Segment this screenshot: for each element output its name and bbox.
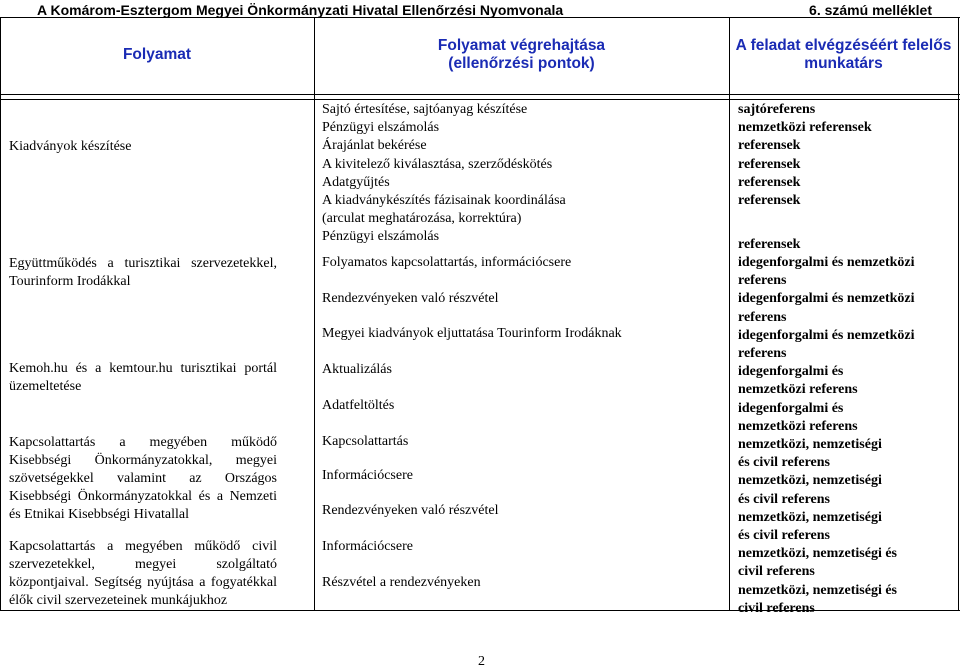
process-line: Tourinform Irodákkal (9, 274, 131, 289)
responsibles-cooperation (738, 254, 953, 618)
process-line: Együttműködés a turisztikai szervezetekkel, (9, 256, 277, 271)
responsible-item: sajtóreferens (738, 102, 816, 117)
responsible-item: nemzetközi, nemzetiségi és (738, 546, 897, 562)
step-item: Pénzügyi elszámolás (322, 120, 440, 136)
process-publications (9, 138, 277, 156)
step-item: Adatfeltöltés (322, 398, 395, 413)
process-cooperation (9, 255, 277, 291)
process-line: szövetségekkel valamint az Országos (9, 471, 277, 486)
document-title: A Komárom-Esztergom Megyei Önkormányzati Hivatal Ellenőrzési Nyomvonala (37, 2, 564, 18)
step-item: Kapcsolattartás (322, 434, 409, 449)
step-item: Sajtó értesítése, sajtóanyag készítése (322, 102, 528, 117)
step-item: Pénzügyi elszámolás (322, 229, 440, 245)
responsible-item: és civil referens (738, 491, 831, 507)
responsibles-publications (738, 101, 953, 210)
responsible-item: referensek (738, 237, 801, 252)
responsible-item: idegenforgalmi és (738, 400, 844, 416)
step-item: A kiadványkészítés fázisainak koordinálása (322, 193, 566, 209)
steps-publications (322, 101, 722, 247)
process-line: és Etnikai Kisebbségi Hivatallal (9, 507, 190, 522)
process-line: központjaival. Segítség nyújtása a fogyatékkal (9, 575, 277, 590)
column-header-responsible: A feladat elvégzéséért felelős munkatárs (735, 37, 952, 72)
table-right-border (958, 17, 959, 610)
process-line: üzemeltetése (9, 379, 82, 394)
responsible-item: referens (738, 309, 787, 325)
responsible-item: referens (738, 273, 787, 289)
table-header-double-border (0, 99, 960, 100)
step-item: A kivitelező kiválasztása, szerződéskötés (322, 156, 553, 172)
process-line: Kisebbségi Önkormányzatokkal, megyei (9, 453, 277, 468)
step-item: Információcsere (322, 539, 413, 554)
step-item: Megyei kiadványok eljuttatása Tourinform Irodáknak (322, 326, 622, 341)
process-line: szervezetekkel, megyei szolgáltató (9, 557, 277, 572)
responsible-item: nemzetközi, nemzetiségi (738, 509, 882, 525)
step-item: Folyamatos kapcsolattartás, információcsere (322, 255, 572, 270)
column-divider-2 (729, 17, 730, 610)
process-line: Kemoh.hu és a kemtour.hu turisztikai portál (9, 361, 277, 376)
process-line: Kiadványok készítése (9, 139, 132, 154)
responsible-item: referens (738, 346, 787, 362)
responsible-item: nemzetközi referensek (738, 120, 872, 136)
column-header-execution: Folyamat végrehajtása (ellenőrzési pontok) (437, 37, 606, 72)
process-line: Kisebbségi Önkormányzatokkal és a Nemzeti (9, 489, 277, 504)
page-number: 2 (478, 654, 485, 669)
responsible-item: és civil referens (738, 455, 831, 471)
process-line: Kapcsolattartás a megyében működő (9, 435, 277, 450)
table-header-bottom-border (0, 94, 960, 95)
responsible-item: referensek (738, 156, 801, 172)
responsible-item: referensek (738, 138, 801, 154)
annex-label: 6. számú melléklet (809, 2, 932, 18)
responsible-item: referensek (738, 174, 801, 190)
responsible-item: idegenforgalmi és (738, 364, 844, 380)
responsible-item: nemzetközi, nemzetiségi és (738, 582, 897, 598)
responsible-item: és civil referens (738, 528, 831, 544)
step-item: Rendezvényeken való részvétel (322, 503, 499, 518)
table-left-border (0, 17, 1, 610)
step-item: Részvétel a rendezvényeken (322, 575, 481, 590)
responsible-item: idegenforgalmi és nemzetközi (738, 255, 915, 270)
step-item: Rendezvényeken való részvétel (322, 291, 499, 306)
responsible-item: nemzetközi, nemzetiségi (738, 473, 882, 489)
responsible-item: referensek (738, 193, 801, 209)
step-item: (arculat meghatározása, korrektúra) (322, 211, 522, 227)
step-item: Adatgyűjtés (322, 174, 390, 190)
responsible-item: civil referens (738, 564, 815, 580)
process-line: Kapcsolattartás a megyében működő civil (9, 539, 277, 554)
column-header-process: Folyamat (122, 46, 192, 63)
column-divider-1 (314, 17, 315, 610)
step-item: Árajánlat bekérése (322, 138, 427, 154)
responsible-item: nemzetközi referens (738, 382, 858, 398)
responsible-item: nemzetközi, nemzetiségi (738, 437, 882, 453)
process-civil-contact (9, 538, 277, 610)
process-portal (9, 360, 277, 396)
responsible-item: idegenforgalmi és nemzetközi (738, 327, 915, 343)
step-item: Aktualizálás (322, 362, 392, 377)
process-line: élők civil szervezeteinek munkájukhoz (9, 593, 228, 608)
responsible-item: idegenforgalmi és nemzetközi (738, 291, 915, 307)
responsible-item: nemzetközi referens (738, 418, 858, 434)
step-item: Információcsere (322, 468, 413, 483)
process-minority-contact (9, 434, 277, 524)
responsible-item: civil referens (738, 600, 815, 616)
